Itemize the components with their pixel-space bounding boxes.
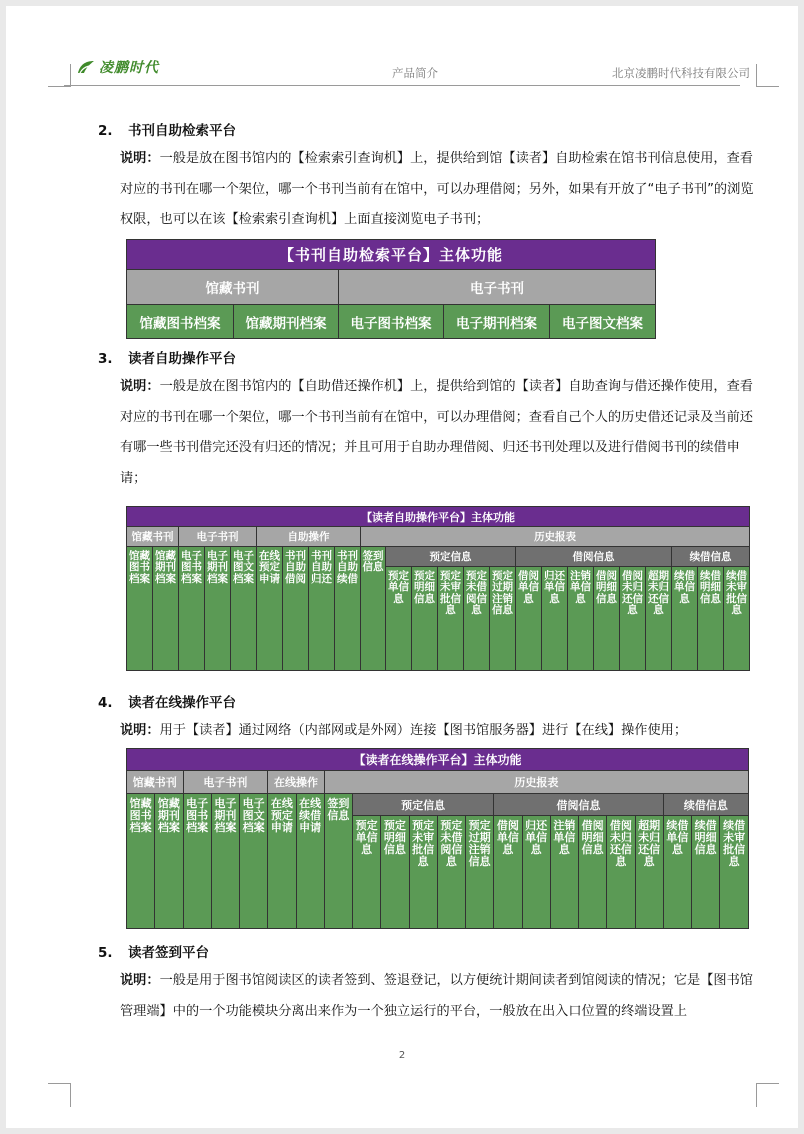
table-leaf-cell: 电子期刊档案 bbox=[444, 305, 550, 339]
section-3-description: 说明：一般是放在图书馆内的【自助借还操作机】上，提供给到馆的【读者】自助查询与借还操作使用，查看对应的书刊在哪一个架位，哪一个书刊当前有在馆中，可以办理借阅；查看自己个人的历史借还记录及当前还有哪一些书刊借完还没有归还的情况；并且可用于自助办理借阅、归还书刊处理以及进行借阅书刊的续借申请； bbox=[120, 379, 753, 486]
table-leaf-cell: 电子图文档案 bbox=[231, 547, 257, 671]
section-4-title: 4. 读者在线操作平台 bbox=[98, 695, 236, 711]
table-leaf-cell: 电子期刊档案 bbox=[205, 547, 231, 671]
table-leaf-cell: 归还单信息 bbox=[542, 567, 568, 671]
table-leaf-cell: 借阅单信息 bbox=[516, 567, 542, 671]
table-subgroup-header: 续借信息 bbox=[672, 547, 750, 567]
table-subgroup-header: 续借信息 bbox=[663, 794, 748, 816]
section-5-description: 说明：一般是用于图书馆阅读区的读者签到、签退登记，以方便统计期间读者到馆阅读的情况；它是【图书馆管理端】中的一个功能模块分离出来作为一个独立运行的平台，一般放在出入口位置的终端设置上 bbox=[120, 973, 753, 1019]
table-leaf-cell: 电子图书档案 bbox=[179, 547, 205, 671]
table-leaf-cell: 电子图文档案 bbox=[240, 794, 268, 929]
table-group-header: 电子书刊 bbox=[339, 270, 656, 305]
leaf-logo-icon bbox=[76, 59, 96, 75]
page-number: 2 bbox=[398, 1050, 406, 1061]
crop-mark-top-left bbox=[48, 64, 71, 87]
table-leaf-cell: 借阅单信息 bbox=[494, 816, 522, 929]
table-leaf-cell: 电子图书档案 bbox=[183, 794, 211, 929]
header-doc-title: 产品简介 bbox=[392, 66, 438, 80]
table-signin-cell: 签到信息 bbox=[324, 794, 352, 929]
section-4-description: 说明：用于【读者】通过网络（内部网或是外网）连接【图书馆服务器】进行【在线】操作使用； bbox=[120, 723, 688, 738]
table-leaf-cell: 书刊自助借阅 bbox=[283, 547, 309, 671]
section-2-title: 2. 书刊自助检索平台 bbox=[98, 123, 236, 139]
table-subgroup-header: 预定信息 bbox=[353, 794, 494, 816]
table-signin-cell: 签到信息 bbox=[361, 547, 386, 671]
table-leaf-cell: 预定未审批信息 bbox=[438, 567, 464, 671]
table-leaf-cell: 书刊自助归还 bbox=[309, 547, 335, 671]
table-leaf-cell: 归还单信息 bbox=[522, 816, 550, 929]
table-subgroup-header: 预定信息 bbox=[386, 547, 516, 567]
table-leaf-cell: 续借未审批信息 bbox=[724, 567, 750, 671]
table-leaf-cell: 超期未归还信息 bbox=[646, 567, 672, 671]
table-leaf-cell: 续借明细信息 bbox=[698, 567, 724, 671]
table-leaf-cell: 电子图书档案 bbox=[339, 305, 444, 339]
table-leaf-cell: 续借明细信息 bbox=[692, 816, 720, 929]
table-leaf-cell: 预定过期注销信息 bbox=[490, 567, 516, 671]
table-group-header: 历史报表 bbox=[324, 771, 748, 794]
table-leaf-cell: 馆藏期刊档案 bbox=[234, 305, 339, 339]
table-leaf-cell: 在线预定申请 bbox=[257, 547, 283, 671]
table-leaf-cell: 借阅未归还信息 bbox=[607, 816, 635, 929]
table-leaf-cell: 借阅明细信息 bbox=[579, 816, 607, 929]
table-group-header: 在线操作 bbox=[268, 771, 325, 794]
table-leaf-cell: 电子图文档案 bbox=[550, 305, 656, 339]
table-leaf-cell: 预定单信息 bbox=[353, 816, 381, 929]
table-leaf-cell: 预定过期注销信息 bbox=[466, 816, 494, 929]
table-leaf-cell: 馆藏图书档案 bbox=[127, 547, 153, 671]
table-group-header: 电子书刊 bbox=[183, 771, 268, 794]
online-platform-function-table bbox=[126, 748, 749, 929]
company-logo bbox=[76, 57, 159, 77]
table-leaf-cell: 馆藏图书档案 bbox=[127, 305, 234, 339]
table-leaf-cell: 书刊自助续借 bbox=[335, 547, 361, 671]
table-leaf-cell: 预定明细信息 bbox=[412, 567, 438, 671]
table-leaf-cell: 续借单信息 bbox=[672, 567, 698, 671]
table-group-header: 馆藏书刊 bbox=[127, 771, 184, 794]
table-leaf-cell: 注销单信息 bbox=[568, 567, 594, 671]
table-group-header: 电子书刊 bbox=[179, 527, 257, 547]
table-leaf-cell: 馆藏图书档案 bbox=[127, 794, 155, 929]
logo-text: 凌鹏时代 bbox=[99, 60, 159, 76]
table-leaf-cell: 预定明细信息 bbox=[381, 816, 409, 929]
table-leaf-cell: 超期未归还信息 bbox=[635, 816, 663, 929]
table-group-header: 自助操作 bbox=[257, 527, 361, 547]
table-leaf-cell: 馆藏期刊档案 bbox=[155, 794, 183, 929]
table-leaf-cell: 续借未审批信息 bbox=[720, 816, 749, 929]
self-service-platform-function-table bbox=[126, 506, 750, 671]
table-title: 【读者自助操作平台】主体功能 bbox=[127, 507, 750, 527]
table-leaf-cell: 借阅未归还信息 bbox=[620, 567, 646, 671]
table-leaf-cell: 预定未审批信息 bbox=[409, 816, 437, 929]
table-leaf-cell: 借阅明细信息 bbox=[594, 567, 620, 671]
crop-mark-top-right bbox=[756, 64, 779, 87]
table-leaf-cell: 在线预定申请 bbox=[268, 794, 296, 929]
table-leaf-cell: 在线续借申请 bbox=[296, 794, 324, 929]
table-leaf-cell: 预定未借阅信息 bbox=[464, 567, 490, 671]
header-company: 北京凌鹏时代科技有限公司 bbox=[612, 66, 750, 80]
table-leaf-cell: 预定单信息 bbox=[386, 567, 412, 671]
table-leaf-cell: 注销单信息 bbox=[550, 816, 578, 929]
table-leaf-cell: 馆藏期刊档案 bbox=[153, 547, 179, 671]
section-3-title: 3. 读者自助操作平台 bbox=[98, 351, 236, 367]
table-subgroup-header: 借阅信息 bbox=[516, 547, 672, 567]
table-title: 【书刊自助检索平台】主体功能 bbox=[127, 240, 656, 270]
table-group-header: 馆藏书刊 bbox=[127, 270, 339, 305]
crop-mark-bottom-left bbox=[48, 1083, 71, 1106]
crop-mark-bottom-right bbox=[756, 1083, 779, 1106]
section-5-title: 5. 读者签到平台 bbox=[98, 945, 209, 961]
table-leaf-cell: 电子期刊档案 bbox=[211, 794, 239, 929]
table-leaf-cell: 续借单信息 bbox=[663, 816, 691, 929]
table-title: 【读者在线操作平台】主体功能 bbox=[127, 749, 749, 771]
table-group-header: 历史报表 bbox=[361, 527, 750, 547]
section-2-description: 说明：一般是放在图书馆内的【检索索引查询机】上，提供给到馆【读者】自助检索在馆书刊信息使用，查看对应的书刊在哪一个架位，哪一个书刊当前有在馆中，可以办理借阅；另外，如果有开放了“电子书刊”的浏览权限，也可以在该【检索索引查询机】上面直接浏览电子书刊； bbox=[120, 151, 754, 227]
table-group-header: 馆藏书刊 bbox=[127, 527, 179, 547]
table-subgroup-header: 借阅信息 bbox=[494, 794, 664, 816]
table-leaf-cell: 预定未借阅信息 bbox=[437, 816, 465, 929]
header-rule bbox=[64, 85, 740, 86]
search-platform-function-table bbox=[126, 239, 656, 339]
